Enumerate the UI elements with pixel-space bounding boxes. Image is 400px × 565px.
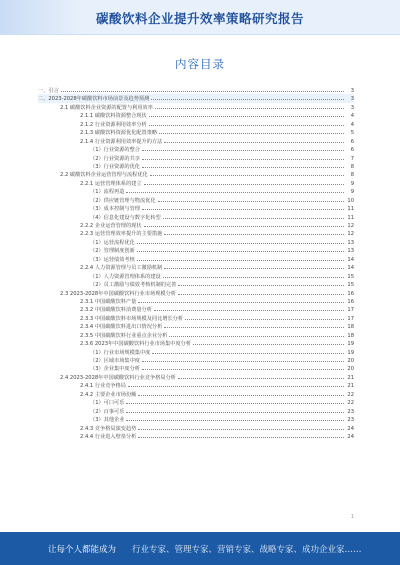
toc-entry-page: 18 xyxy=(347,332,354,339)
toc-entry-page: 9 xyxy=(350,189,354,196)
toc-leader-dots xyxy=(128,381,344,387)
toc-entry-page: 5 xyxy=(350,130,354,137)
toc-entry[interactable] xyxy=(38,432,354,440)
toc-entry[interactable] xyxy=(38,137,354,145)
toc-entry-page: 13 xyxy=(347,248,354,255)
toc-entry[interactable] xyxy=(38,111,354,119)
toc-leader-dots xyxy=(144,179,344,185)
toc-entry[interactable] xyxy=(38,364,354,372)
toc-entry-label: （2）供应链管理与物流优化 xyxy=(90,197,156,204)
toc-entry-page: 14 xyxy=(347,256,354,263)
toc-entry-page: 11 xyxy=(347,214,354,221)
toc-entry-page: 15 xyxy=(347,282,354,289)
page-number: 1 xyxy=(350,514,354,520)
toc-leader-dots xyxy=(142,162,344,168)
toc-leader-dots xyxy=(158,196,344,202)
toc-entry-label: （3）其他企业 xyxy=(90,417,125,424)
toc-entry-label: 二、2023-2028年碳酸饮料市场前景及趋势预测 xyxy=(38,96,150,103)
toc-entry[interactable] xyxy=(38,170,354,178)
toc-entry-page: 3 xyxy=(350,104,354,111)
table-of-contents xyxy=(38,86,354,440)
toc-entry[interactable] xyxy=(38,356,354,364)
toc-entry-label: 2.3.2 中国碳酸饮料消费量分析 xyxy=(80,307,152,314)
toc-leader-dots xyxy=(142,356,344,362)
toc-entry[interactable] xyxy=(38,213,354,221)
footer-slogan-right: 行业专家、管理专家、营销专家、战略专家、成功企业家…… xyxy=(132,545,362,555)
toc-entry-page: 6 xyxy=(350,147,354,154)
toc-entry[interactable] xyxy=(38,128,354,136)
toc-leader-dots xyxy=(164,137,344,143)
toc-entry-page: 18 xyxy=(347,324,354,331)
toc-entry[interactable] xyxy=(38,196,354,204)
toc-entry-label: （1）人力资源管理体系的建设 xyxy=(90,273,161,280)
report-title: 碳酸饮料企业提升效率策略研究报告 xyxy=(95,11,304,26)
toc-entry-page: 17 xyxy=(347,307,354,314)
toc-leader-dots xyxy=(164,229,344,235)
toc-entry-label: 2.4.3 竞争格局演变趋势 xyxy=(80,425,137,432)
toc-entry-page: 3 xyxy=(350,96,354,103)
toc-entry[interactable] xyxy=(38,229,354,237)
toc-entry-page: 21 xyxy=(347,383,354,390)
toc-entry-label: （2）区域市场集中度 xyxy=(90,358,140,364)
toc-entry-label: （4）信息化建设与数字化转型 xyxy=(90,214,161,221)
toc-entry-label: 2.4 2023-2028年中国碳酸饮料行业竞争格局分析 xyxy=(60,374,176,381)
toc-entry-page: 13 xyxy=(347,239,354,246)
toc-entry-label: （3）企业集中度分析 xyxy=(90,366,140,373)
toc-entry-page: 12 xyxy=(347,223,354,229)
toc-entry-page: 12 xyxy=(347,231,354,238)
toc-entry[interactable] xyxy=(38,162,354,170)
toc-entry-page: 23 xyxy=(347,417,354,424)
toc-entry-label: 2.3.1 中国碳酸饮料产量 xyxy=(80,298,137,305)
toc-heading: 内容目录 xyxy=(175,57,225,71)
toc-entry-page: 17 xyxy=(347,315,354,322)
toc-leader-dots xyxy=(149,120,344,126)
toc-entry-page: 24 xyxy=(347,425,354,432)
toc-leader-dots xyxy=(142,204,344,210)
toc-entry-label: （2）行业资源的共享 xyxy=(90,155,140,162)
toc-entry[interactable] xyxy=(38,289,354,297)
toc-leader-dots xyxy=(142,154,344,160)
toc-leader-dots xyxy=(138,297,344,303)
toc-leader-dots xyxy=(163,272,344,278)
toc-leader-dots xyxy=(142,145,344,151)
toc-entry-label: 2.2 碳酸饮料企业运营管理与流程优化 xyxy=(60,172,148,179)
toc-entry[interactable] xyxy=(38,424,354,432)
toc-entry-page: 24 xyxy=(347,433,354,440)
toc-entry[interactable] xyxy=(38,280,354,288)
toc-leader-dots xyxy=(137,238,344,244)
toc-leader-dots xyxy=(61,86,344,92)
toc-entry-label: （3）运营绩效考核 xyxy=(90,256,135,263)
toc-entry-label: （1）流程再造 xyxy=(90,189,125,196)
toc-entry-page: 11 xyxy=(347,206,354,213)
toc-leader-dots xyxy=(155,103,344,109)
toc-leader-dots xyxy=(138,390,344,396)
toc-leader-dots xyxy=(178,289,344,295)
toc-entry-page: 8 xyxy=(350,163,354,170)
toc-entry[interactable] xyxy=(38,314,354,322)
toc-leader-dots xyxy=(193,339,344,345)
toc-entry[interactable] xyxy=(38,263,354,271)
toc-entry[interactable] xyxy=(38,348,354,356)
toc-entry-label: 2.3.4 中国碳酸饮料进出口情况分析 xyxy=(80,324,163,331)
toc-entry-page: 4 xyxy=(350,121,354,128)
toc-leader-dots xyxy=(126,407,344,413)
toc-entry[interactable] xyxy=(38,238,354,246)
toc-entry-page: 19 xyxy=(347,341,354,348)
toc-entry-label: 2.4.4 行业进入壁垒分析 xyxy=(80,433,137,440)
toc-entry-page: 15 xyxy=(347,273,354,280)
toc-leader-dots xyxy=(151,94,344,100)
toc-entry-label: 2.1.2 行业资源利用效率分析 xyxy=(80,121,147,128)
toc-entry[interactable] xyxy=(38,246,354,254)
toc-entry[interactable] xyxy=(38,305,354,313)
toc-entry-page: 22 xyxy=(347,400,354,407)
toc-entry[interactable] xyxy=(38,373,354,381)
toc-entry[interactable] xyxy=(38,407,354,415)
toc-entry-page: 10 xyxy=(347,197,354,204)
toc-entry-label: 2.2.4 人力资源管理与员工激励机制 xyxy=(80,265,163,272)
toc-leader-dots xyxy=(126,415,344,421)
toc-leader-dots xyxy=(154,305,344,311)
toc-entry-page: 23 xyxy=(347,408,354,415)
toc-entry-page: 8 xyxy=(350,172,354,179)
toc-leader-dots xyxy=(169,331,344,337)
toc-entry[interactable] xyxy=(38,339,354,347)
toc-entry[interactable] xyxy=(38,204,354,212)
toc-entry[interactable] xyxy=(38,297,354,305)
toc-entry-label: 2.1.1 碳酸饮料资源整合现状 xyxy=(80,113,147,120)
toc-leader-dots xyxy=(137,255,344,261)
toc-leader-dots xyxy=(178,280,344,286)
toc-leader-dots xyxy=(159,128,344,134)
toc-entry-label: （3）行业资源的优化 xyxy=(90,163,140,170)
toc-entry-label: 2.4.2 主要企业市场份额 xyxy=(80,391,137,398)
toc-entry-page: 19 xyxy=(347,349,354,356)
toc-entry[interactable] xyxy=(38,154,354,162)
toc-entry-label: 2.3.5 中国碳酸饮料行业重点企业分析 xyxy=(80,332,168,339)
toc-entry-label: （3）成本控制与管理 xyxy=(90,206,140,213)
toc-entry[interactable] xyxy=(38,94,354,102)
toc-entry[interactable] xyxy=(38,322,354,330)
toc-entry-label: 2.3.3 中国碳酸饮料市场规模及同比增长分析 xyxy=(80,315,184,322)
toc-leader-dots xyxy=(126,398,344,404)
toc-entry[interactable] xyxy=(38,415,354,423)
toc-entry-page: 16 xyxy=(347,298,354,305)
footer-slogan-left: 让每个人都能成为 xyxy=(48,545,117,555)
toc-entry-page: 4 xyxy=(350,113,354,120)
toc-entry-label: （2）百事可乐 xyxy=(90,408,125,415)
header-band xyxy=(0,0,400,35)
toc-entry[interactable] xyxy=(38,272,354,280)
toc-leader-dots xyxy=(138,424,344,430)
toc-entry-label: （1）行业资源的整合 xyxy=(90,147,140,154)
toc-leader-dots xyxy=(152,348,344,354)
toc-entry-page: 3 xyxy=(350,88,354,94)
toc-entry-label: 2.1 碳酸饮料企业资源的配置与利用效率 xyxy=(60,104,153,111)
toc-leader-dots xyxy=(142,364,344,370)
toc-entry[interactable] xyxy=(38,381,354,389)
toc-entry[interactable] xyxy=(38,120,354,128)
toc-entry-label: （1）运营流程优化 xyxy=(90,239,135,246)
toc-entry-label: （1）可口可乐 xyxy=(90,400,125,407)
toc-entry-label: 一、引言 xyxy=(38,88,59,94)
toc-entry-label: （1）行业市场规模集中度 xyxy=(90,349,151,356)
toc-entry-label: 2.2.3 运营管理效率提升的主要措施 xyxy=(80,231,163,238)
toc-entry-page: 9 xyxy=(350,180,354,187)
toc-entry[interactable] xyxy=(38,331,354,339)
toc-entry-label: 2.2.1 运营管理体系的建立 xyxy=(80,180,142,187)
toc-entry-page: 21 xyxy=(347,374,354,381)
toc-entry-label: 2.1.3 碳酸饮料资源优化配置策略 xyxy=(80,130,158,137)
toc-leader-dots xyxy=(164,263,344,269)
toc-entry[interactable] xyxy=(38,103,354,111)
toc-leader-dots xyxy=(137,246,344,252)
toc-entry-page: 14 xyxy=(347,265,354,272)
toc-entry[interactable] xyxy=(38,398,354,406)
toc-leader-dots xyxy=(126,187,344,193)
toc-entry[interactable] xyxy=(38,255,354,263)
toc-leader-dots xyxy=(149,111,344,117)
toc-entry-label: （2）员工激励与绩效考核机制的完善 xyxy=(90,282,177,289)
toc-entry-page: 20 xyxy=(347,366,354,373)
toc-entry[interactable] xyxy=(38,86,354,94)
toc-leader-dots xyxy=(138,432,344,438)
toc-entry-page: 16 xyxy=(347,290,354,297)
toc-leader-dots xyxy=(163,213,344,219)
toc-entry-label: 2.3 2023-2028年中国碳酸饮料行业市场规模分析 xyxy=(60,290,176,297)
toc-entry[interactable] xyxy=(38,390,354,398)
toc-entry-label: 2.2.2 企业运营管理的现状 xyxy=(80,223,142,229)
toc-entry-label: 2.3.6 2023年中国碳酸饮料行业市场集中度分析 xyxy=(80,341,192,348)
toc-leader-dots xyxy=(185,314,344,320)
toc-entry-page: 22 xyxy=(347,391,354,398)
toc-entry-label: 2.1.4 行业资源利用效率提升的方法 xyxy=(80,138,163,145)
toc-entry-page: 20 xyxy=(347,358,354,364)
toc-leader-dots xyxy=(150,170,344,176)
toc-leader-dots xyxy=(144,221,344,227)
toc-entry-page: 6 xyxy=(350,138,354,145)
toc-entry[interactable] xyxy=(38,179,354,187)
toc-leader-dots xyxy=(178,373,344,379)
toc-entry[interactable] xyxy=(38,187,354,195)
footer-band xyxy=(0,532,400,565)
toc-entry[interactable] xyxy=(38,221,354,229)
toc-leader-dots xyxy=(164,322,344,328)
toc-entry-page: 7 xyxy=(350,155,354,162)
toc-entry-label: 2.4.1 行业竞争格局 xyxy=(80,383,126,390)
toc-entry-label: （2）管理制度创新 xyxy=(90,248,135,255)
toc-entry[interactable] xyxy=(38,145,354,153)
